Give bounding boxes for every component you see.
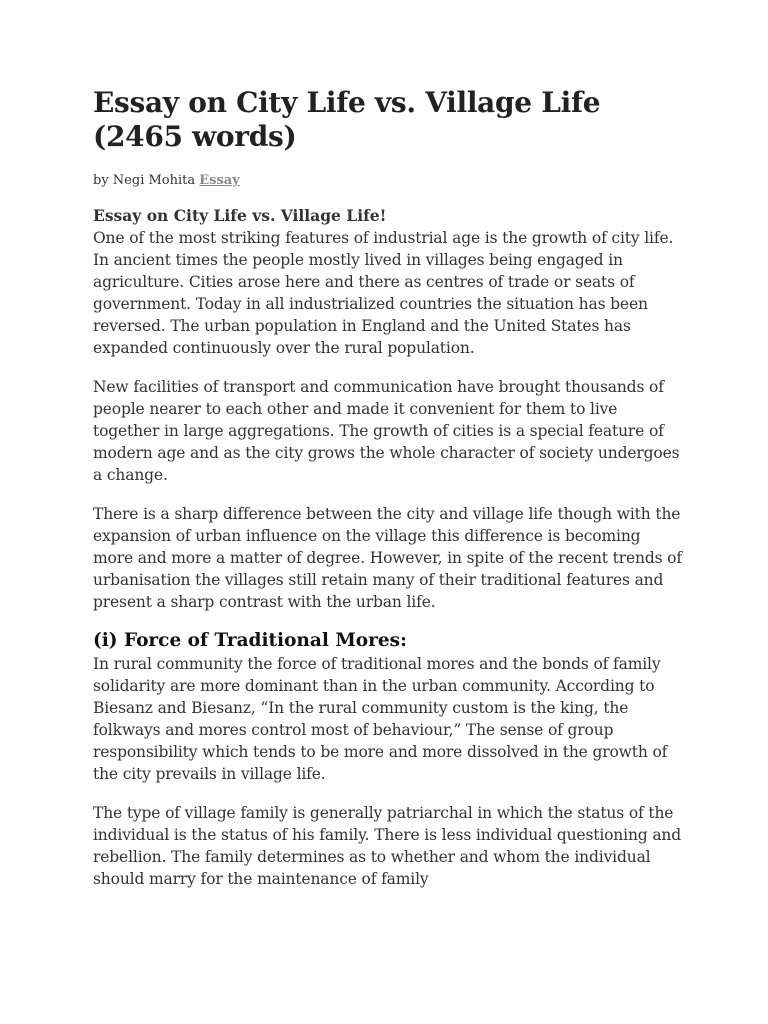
category-link-essay[interactable]: Essay (199, 173, 240, 188)
paragraph-3: There is a sharp difference between the city and village life though with the expansion of urban influence on the village this difference is becoming more and more a matter of degree. However, in spite of the recent trends of urbanisation the villages still retain many of their traditional features and present a sharp contrast with the urban life. (93, 505, 682, 611)
author-text: by Negi Mohita (93, 173, 196, 188)
article-subheading: Essay on City Life vs. Village Life! (93, 206, 387, 225)
paragraph-2: New facilities of transport and communication have brought thousands of people nearer to each other and made it convenient for them to live together in large aggregations. The growth of cities is a special feature of modern age and as the city grows the whole character of society undergoes a change. (93, 378, 680, 484)
article (93, 86, 685, 890)
section-paragraph-1: In rural community the force of traditional mores and the bonds of family solidarity are more dominant than in the urban community. According to Biesanz and Biesanz, “In the rural community custom is the king, the folkways and mores control most of behaviour,” The sense of group responsibility which tends to be more and more dissolved in the growth of the city prevails in village life. (93, 655, 668, 783)
section-paragraph-2: The type of village family is generally patriarchal in which the status of the individual is the status of his family. There is less individual questioning and rebellion. The family determines as to whether and whom the individual should marry for the maintenance of family (93, 804, 682, 888)
article-title: Essay on City Life vs. Village Life (2465 words) (93, 86, 601, 153)
byline (93, 171, 685, 191)
section-heading: (i) Force of Traditional Mores: (93, 630, 407, 651)
paragraph-1: One of the most striking features of industrial age is the growth of city life. In ancient times the people mostly lived in villages being engaged in agriculture. Cities arose here and there as centres of trade or seats of government. Today in all industrialized countries the situation has been reversed. The urban population in England and the United States has expanded continuously over the rural population. (93, 229, 674, 357)
